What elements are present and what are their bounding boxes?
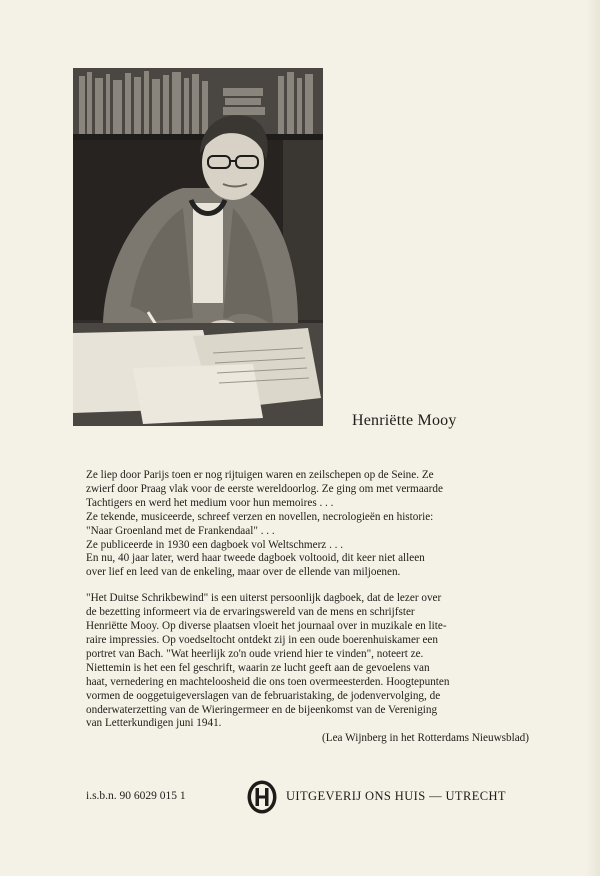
blurb-paragraph-1 — [86, 469, 529, 580]
text-line: haat, vernedering en machteloosheid die ons toen overmeesterden. Hoogtepunten — [86, 675, 450, 688]
text-line: Ze publiceerde in 1930 een dagboek vol Weltschmerz . . . — [86, 538, 344, 551]
text-line: zwierf door Praag vlak voor de eerste wereldoorlog. Ze ging om met vermaarde — [86, 482, 443, 495]
text-line: raire impressies. Op voedseltocht ontdekt zij in een oude boerenhuiskamer een — [86, 633, 438, 646]
text-line: Ze tekende, musiceerde, schreef verzen en novellen, necrologieën en historie: — [86, 510, 434, 523]
text-line: vormen de ooggetuigeverslagen van de februaristaking, de jodenvervolging, de — [86, 689, 441, 702]
photo-caption: Henriëtte Mooy — [352, 412, 457, 429]
text-line: de bezetting informeert via de ervaringswereld van de mens en schrijfster — [86, 606, 415, 619]
text-line: "Het Duitse Schrikbewind" is een uiterst persoonlijk dagboek, dat de lezer over — [86, 592, 442, 605]
text-line: van Letterkundigen juni 1941. — [86, 717, 222, 730]
text-line: onderwaterzetting van de Wieringermeer en de bijeenkomst van de Vereniging — [86, 703, 438, 716]
publisher-name: UITGEVERIJ ONS HUIS — UTRECHT — [286, 789, 506, 803]
author-portrait-image — [73, 68, 323, 426]
author-photo — [73, 68, 323, 426]
text-line: Tachtigers en werd het medium voor hun memoires . . . — [86, 496, 334, 509]
publisher-logo-icon — [246, 779, 278, 815]
text-line: "Naar Groenland met de Frankendaal" . . . — [86, 524, 275, 537]
blurb-paragraph-2 — [86, 592, 529, 731]
page-edge — [586, 0, 600, 876]
isbn-number: i.s.b.n. 90 6029 015 1 — [86, 790, 186, 802]
blurb-text — [86, 469, 529, 746]
text-line: Henriëtte Mooy. Op diverse plaatsen vloeit het journaal over in muzikale en lite- — [86, 620, 447, 633]
text-line: En nu, 40 jaar later, werd haar tweede dagboek voltooid, dit keer niet alleen — [86, 552, 425, 565]
text-line: Niettemin is het een fel geschrift, waarin ze lucht geeft aan de gevoelens van — [86, 661, 430, 674]
back-cover-footer — [86, 779, 529, 815]
text-line: over lief en leed van de enkeling, maar over de ellende van miljoenen. — [86, 566, 401, 579]
quote-attribution: (Lea Wijnberg in het Rotterdams Nieuwsblad) — [322, 732, 529, 745]
text-line: portret van Bach. "Wat heerlijk zo'n oude vriend hier te vinden", noteert ze. — [86, 647, 424, 660]
text-line: Ze liep door Parijs toen er nog rijtuigen waren en zeilschepen op de Seine. Ze — [86, 469, 434, 481]
